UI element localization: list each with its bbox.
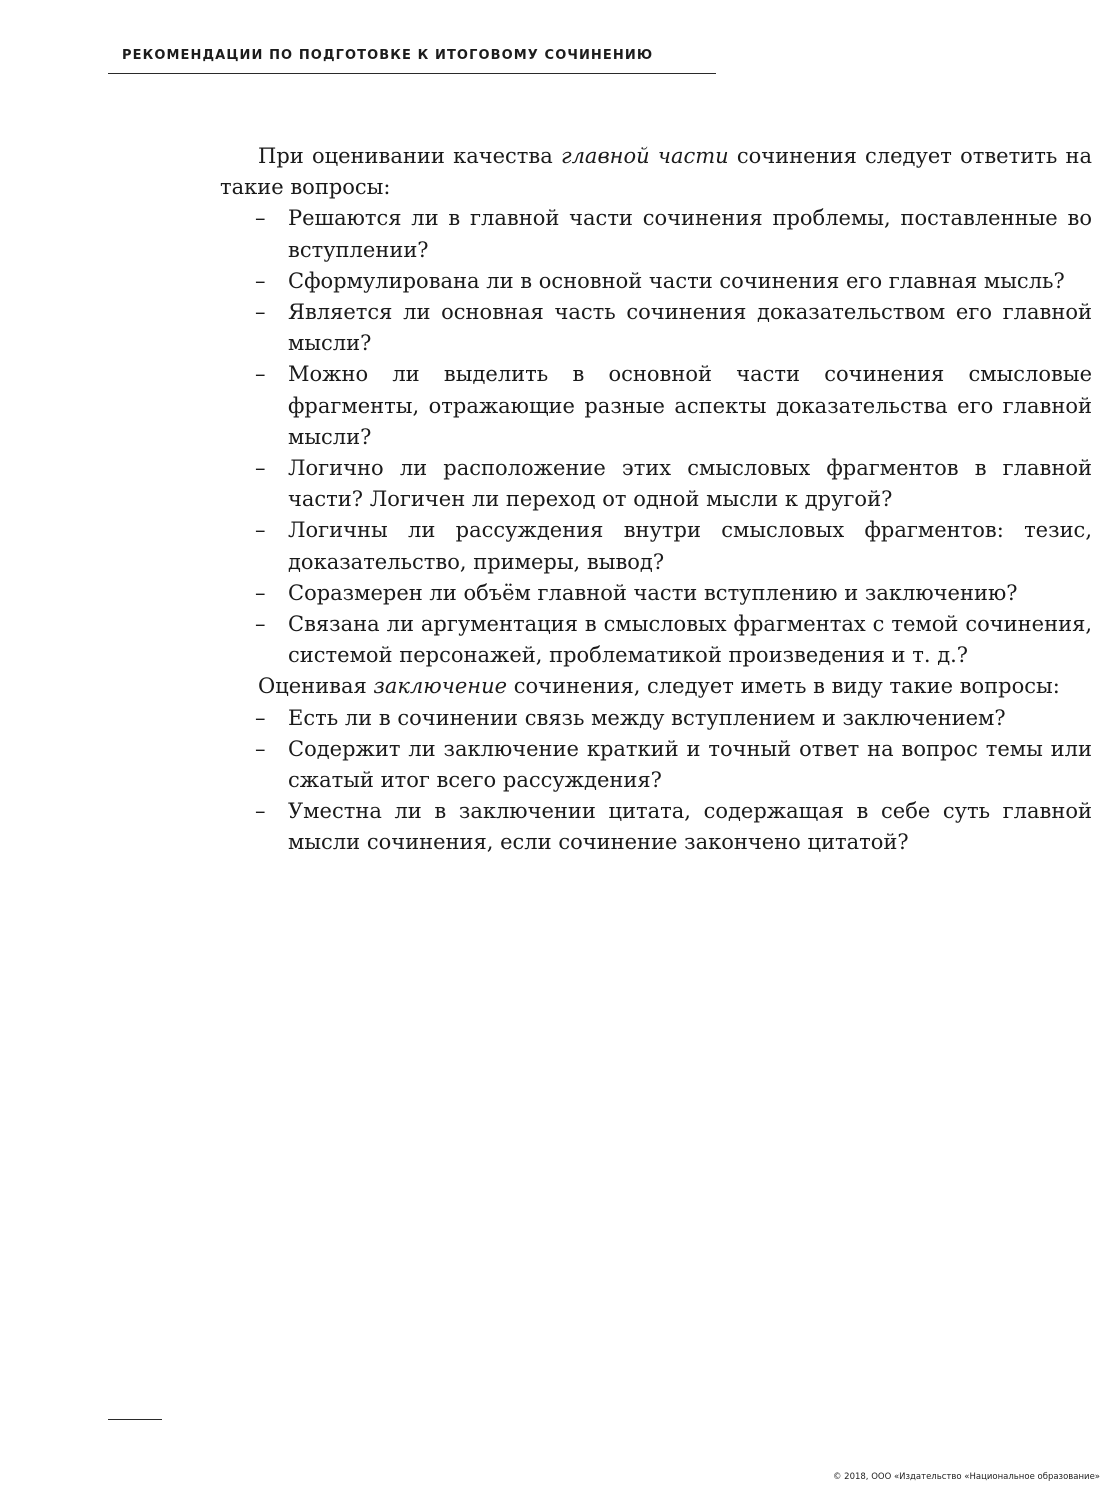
list-item — [255, 609, 1092, 671]
list-dash: – — [255, 300, 266, 325]
list-item — [255, 515, 1092, 577]
main-part-intro — [220, 141, 1092, 203]
list-dash: – — [255, 705, 266, 730]
footer-rule — [108, 1419, 162, 1420]
main-part-emphasis: главной части — [560, 144, 729, 168]
question-text: Сформулирована ли в основной части сочинения его главная мысль? — [288, 268, 1065, 293]
list-item — [255, 359, 1092, 453]
question-text: Содержит ли заключение краткий и точный ответ на вопрос темы или сжатый итог всего рассуждения? — [288, 736, 1092, 793]
list-item — [255, 703, 1092, 734]
question-text: Логично ли расположение этих смысловых фрагментов в главной части? Логичен ли переход от одной мысли к другой? — [288, 456, 1092, 512]
copyright-notice: © 2018, ООО «Издательство «Национальное образование» — [832, 1472, 1100, 1482]
question-text: Является ли основная часть сочинения доказательством его главной мысли? — [288, 300, 1092, 356]
list-item — [255, 453, 1092, 515]
question-text: Можно ли выделить в основной части сочинения смысловые фрагменты, отражающие разные аспекты доказательства его главной мысли? — [288, 362, 1092, 449]
list-item — [255, 796, 1092, 858]
question-text: Уместна ли в заключении цитата, содержащая в себе суть главной мысли сочинения, если сочинение закончено цитатой? — [288, 799, 1092, 855]
list-dash: – — [255, 456, 266, 481]
running-head-title: РЕКОМЕНДАЦИИ ПО ПОДГОТОВКЕ К ИТОГОВОМУ СОЧИНЕНИЮ — [122, 48, 654, 63]
list-dash: – — [255, 612, 266, 637]
list-item — [255, 203, 1092, 265]
question-text: Есть ли в сочинении связь между вступлением и заключением? — [288, 705, 1006, 730]
list-item — [255, 734, 1092, 796]
list-dash: – — [255, 362, 266, 387]
page-body — [220, 141, 1092, 859]
list-dash: – — [255, 736, 266, 761]
conclusion-intro-start: Оценивая — [258, 674, 374, 699]
question-text: Логичны ли рассуждения внутри смысловых фрагментов: тезис, доказательство, примеры, вывод? — [288, 518, 1092, 574]
question-text: Решаются ли в главной части сочинения проблемы, поставленные во вступлении? — [288, 206, 1092, 262]
header-rule — [108, 73, 716, 74]
question-text: Связана ли аргументация в смысловых фрагментах с темой сочинения, системой персонажей, проблематикой произведения и т. д.? — [288, 612, 1092, 668]
list-item — [255, 578, 1092, 609]
list-dash: – — [255, 799, 266, 824]
conclusion-question-list — [220, 703, 1092, 859]
list-dash: – — [255, 268, 266, 293]
main-part-question-list — [220, 203, 1092, 671]
list-item — [255, 297, 1092, 359]
list-dash: – — [255, 580, 266, 605]
main-part-intro-start: При оценивании качества — [258, 144, 561, 168]
list-dash: – — [255, 206, 266, 231]
list-dash: – — [255, 518, 266, 543]
conclusion-part-intro — [220, 671, 1092, 702]
question-text: Соразмерен ли объём главной части вступлению и заключению? — [288, 580, 1018, 605]
list-item — [255, 266, 1092, 297]
conclusion-intro-end: сочинения, следует иметь в виду такие вопросы: — [507, 674, 1060, 699]
conclusion-emphasis: заключение — [373, 674, 508, 699]
main-part-intro-end: сочинения следует ответить на такие вопросы: — [220, 144, 1092, 200]
